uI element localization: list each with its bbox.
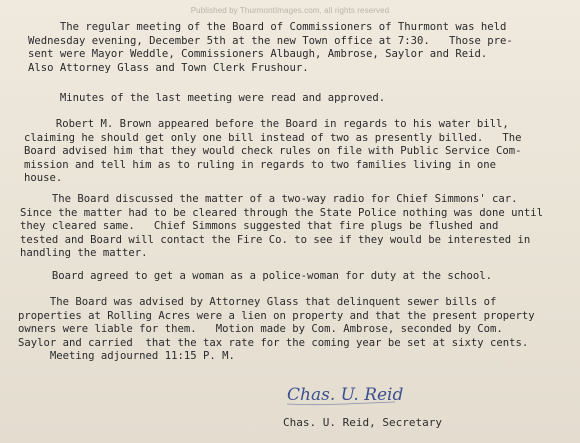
watermark: Published by ThurmontImages.com, all rights reserved: [190, 6, 390, 15]
secretary-name: Chas. U. Reid, Secretary: [283, 416, 442, 429]
text-line: The Board discussed the matter of a two-way radio for Chief Simmons' car.: [20, 193, 518, 205]
text-line: Robert M. Brown appeared before the Board in regards to his water bill,: [24, 118, 509, 130]
paragraph-minutes: [28, 92, 385, 106]
paragraph-opening: [28, 21, 513, 75]
text-line: The Board was advised by Attorney Glass that delinquent sewer bills of: [18, 296, 497, 308]
paragraph-water-bill: [24, 118, 521, 186]
signature-text: Chas. U. Reid: [287, 385, 404, 405]
paragraph-radio: [20, 193, 543, 261]
text-line: owners were liable for them. Motion made by Com. Ambrose, seconded by Com.: [18, 323, 503, 336]
text-line: tested and Board will contact the Fire Co. to see if they would be interested in: [20, 233, 531, 246]
text-line: sent were Mayor Weddle, Commissioners Albaugh, Ambrose, Saylor and Reid.: [28, 48, 488, 61]
text-line: Wednesday evening, December 5th at the new Town office at 7:30. Those pre-: [28, 34, 513, 47]
text-line: properties at Rolling Acres were a lien on property and that the present property: [18, 309, 535, 322]
text-line: mission and tell him as to ruling in regards to two families living in one: [24, 158, 496, 171]
text-line: claiming he should get only one bill instead of two as presently billed. The: [24, 131, 522, 144]
text-line: The regular meeting of the Board of Commissioners of Thurmont was held: [28, 21, 507, 33]
text-line: Minutes of the last meeting were read and approved.: [28, 92, 386, 104]
text-line: house.: [24, 172, 63, 185]
paragraph-sewer-bills: [18, 296, 535, 364]
text-line: Board agreed to get a woman as a police-woman for duty at the school.: [20, 270, 492, 282]
text-line: Saylor and carried that the tax rate for the coming year be set at sixty cents.: [18, 336, 529, 349]
paragraph-police-woman: [20, 270, 492, 284]
handwritten-signature: [283, 376, 413, 410]
text-line: Since the matter had to be cleared through the State Police nothing was done until: [20, 206, 543, 219]
text-line: handling the matter.: [20, 247, 148, 260]
text-line: Also Attorney Glass and Town Clerk Frushour.: [28, 61, 309, 74]
text-line: Board advised him that they would check rules on file with Public Service Com-: [24, 145, 522, 158]
text-line: Meeting adjourned 11:15 P. M.: [18, 350, 235, 363]
text-line: they cleared same. Chief Simmons suggested that fire plugs be flushed and: [20, 220, 499, 233]
